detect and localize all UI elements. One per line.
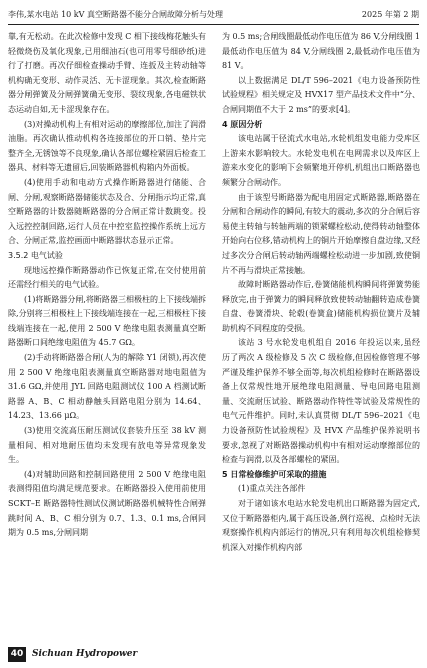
left-column [8,30,206,640]
page-footer [8,647,419,665]
page-number: 40 [8,647,26,662]
header-issue: 2025 年第 2 期 [361,10,419,19]
paragraph: (4)使用手动和电动方式操作断路器进行储能、合闸、分闸,观察断路器储能状态及合、分闸指示均正常,真空断路器的计数器随断路器的分合闸正常计数跳变。投入远控控制回路,运行人员在中控室监控操作系统上远方合、分闸正常,监控画面中断路器状态显示正常。 [8,177,206,246]
journal-name: Sichuan Hydropower [32,649,138,659]
paragraph-continued: 靠,有无松动。在此次检修中发现 C 相下接线梅花触头有轻微烧伤及氧化现象,已用细油石(也可用零号细砂纸)进行了打磨。再次仔细检查操动手臂、连扳及主转动轴等机构确无变形、动作灵活、无卡涩现象。其次,检查断路器分闸弹簧及分闸弹簧确无变形、裂纹现象,各电磁铁状态运动自如,无卡涩现象存在。 [8,32,206,114]
right-column [222,30,420,640]
paragraph: 该站 3 号水轮发电机组自 2016 年投运以来,虽经历了两次 A 级检修及 5 次 C 级检修,但因检修管理不够严谨及维护保养不够全面等,每次机组检修时在断路器设备上仅常规性地开展绝缘电阻测量、导电回路电阻测量、交流耐压试验、断路器动作特性等试验及常规性的电气元件维护。同时,未认真贯彻 DL/T 596–2021《电力设备预防性试验规程》及 HVX 产品维护保养说明书要求,忽视了对断路器操动机构中有相对运动摩擦部位的检查与润滑,以及各部螺栓的紧固。 [222,338,420,465]
paragraph: 对于诸如该水电站水轮发电机出口断路器为固定式,又位于断路器柜内,属于高压设备,例行巡视、点检时无法观察操作机构内部运行的情况,只有利用每次机组检修契机深入对操作机构内部 [222,499,420,552]
section-heading: 5 日常检修维护可采取的措施 [222,469,327,479]
paragraph: 以上数据满足 DL/T 596–2021《电力设备预防性试验规程》相关规定及 HVX17 型产品技术文件中“分、合闸同期值不大于 2 ms”的要求[4]。 [222,75,420,114]
paragraph: (1)将断路器分闸,将断路器三相极柱的上下接线端拆除,分别将三相极柱上下接线端连接在一起,三相极柱下接线端连接在一起,使用 2 500 V 绝缘电阻表测量真空断路器断口间绝缘电阻值为 45.7 GΩ。 [8,294,206,348]
paragraph: (4)对辅助回路和控制回路使用 2 500 V 绝缘电阻表测得阻值均满足规范要求。在断路器投入使用前使用 SCKT–E 断路器特性测试仪测试断路器机械特性合闸弹跳时间 A、B、C 相分别为 0.7、1.3、0.1 ms,合闸同期为 0.5 ms,分闸同期 [8,469,206,538]
paragraph: 由于该型号断路器为配电用固定式断路器,断路器在分闸和合闸动作的瞬间,有较大的震动,多次的分合闸后容易使主转轴与转轴两端的锁紧螺栓松动,使得转动轴整体开始向右位移,错动机构上的铜片开始摩擦自盘边缘,又经过多次分合闸后转动轴两端螺栓松动进一步加剧,致使铜片不再与滑块正常接触。 [222,192,420,275]
paragraph: (3)对操动机构上有相对运动的摩擦部位,加注了润滑油脂。再次确认推动机构各连接部位的开口销、垫片完整齐全,无锈蚀等不良现象,确认各部位螺栓紧固后检查工器具、材料等无遗留后,回装断路器机构箱内外面板。 [8,119,206,173]
paragraph: 现地远控操作断路器动作已恢复正常,在交付使用前还需经行相关的电气试验。 [8,265,206,290]
section-heading: 4 原因分析 [222,119,263,129]
paragraph: (3)使用交流高压耐压测试仪套装升压至 38 kV 测量相间、相对地耐压值均未发现有放电等异常现象发生。 [8,426,206,465]
header-article-title: 李伟,某水电站 10 kV 真空断路器不能分合闸故障分析与处理 [8,10,223,19]
paragraph-continued: 为 0.5 ms;合闸线圈最低动作电压值为 86 V,分闸线圈 1 最低动作电压值为 84 V,分闸线圈 2,最低动作电压值为 81 V。 [222,32,420,71]
paragraph: 故障时断路器动作后,卷簧储能机构瞬间将弹簧势能释放完,由于弹簧力的瞬间释放致使转动轴翻转造成卷簧自盘、卷簧滑块、轮毂(卷簧盒)储能机构损位簧片及辅助机构不同程度的受损。 [222,280,420,333]
header-rule [8,24,419,25]
subsection-heading: 3.5.2 电气试验 [8,250,63,260]
paragraph: (2)手动将断路器合闸(人为的解除 Y1 闭锁),再次使用 2 500 V 绝缘电阻表测量真空断路器对地电阻值为 31.6 GΩ,并使用 JYL 回路电阻测试仪 100 A 档测试断路器 A、B、C 相动静触头回路电阻分别为 14.64、14.23、13.66 μΩ。 [8,353,206,421]
subsection-heading: (1)重点关注各部件 [238,484,306,494]
paragraph: 该电站属于径流式水电站,水轮机组发电能力受库区上游来水影响较大。水轮发电机在电网需求以及库区上游来水变化的影响下会频繁地开停机,机组出口断路器也频繁分合闸动作。 [222,134,420,187]
